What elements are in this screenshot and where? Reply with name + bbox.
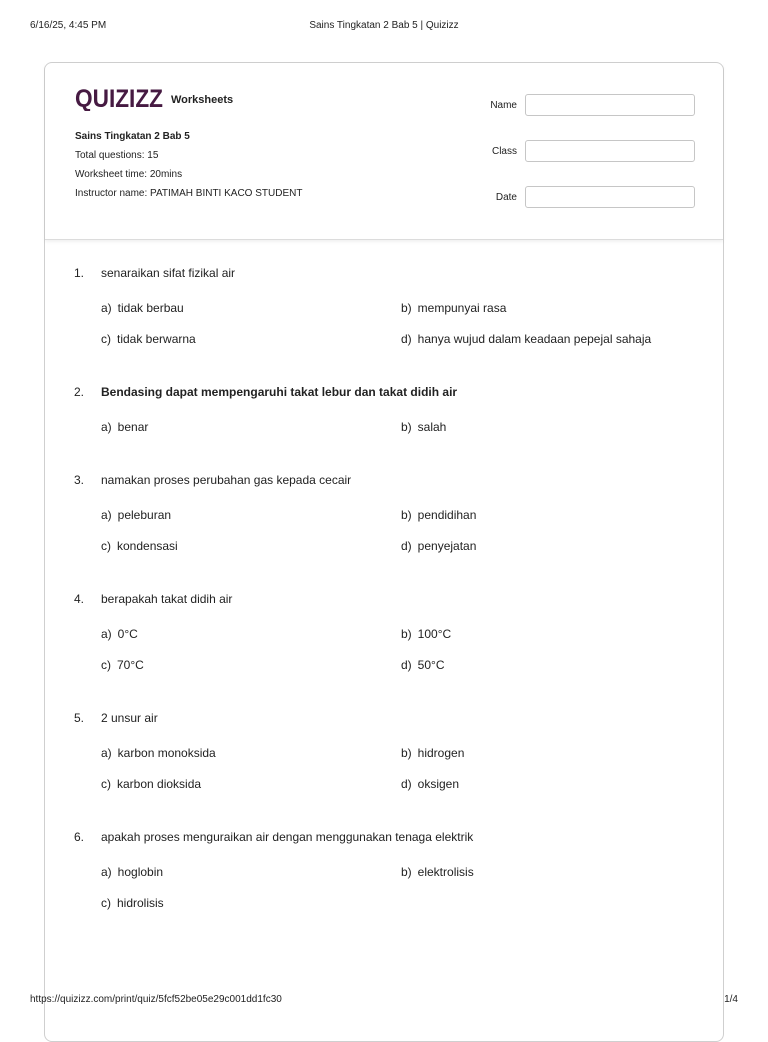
print-header	[0, 20, 768, 34]
name-field[interactable]	[525, 94, 695, 116]
question-number: 1.	[74, 266, 85, 280]
question-item	[74, 589, 704, 689]
question-item	[74, 382, 704, 451]
question-number: 2.	[74, 385, 85, 399]
class-field[interactable]	[525, 140, 695, 162]
answer-option: a) peleburan	[101, 508, 172, 522]
question-text: 2 unsur air	[101, 711, 158, 725]
answer-option: b) elektrolisis	[401, 865, 474, 879]
answer-options	[101, 746, 704, 808]
brand-subtitle: Worksheets	[171, 94, 234, 106]
question-text: namakan proses perubahan gas kepada cecair	[101, 473, 352, 487]
answer-options	[101, 865, 704, 927]
worksheet-time: Worksheet time: 20mins	[75, 169, 183, 180]
print-datetime: 6/16/25, 4:45 PM	[30, 20, 107, 31]
question-number: 5.	[74, 711, 85, 725]
question-text: Bendasing dapat mempengaruhi takat lebur dan takat didih air	[101, 385, 458, 399]
answer-option: d) oksigen	[401, 777, 460, 791]
worksheet-card	[44, 62, 724, 1042]
answer-option: c) 70°C	[101, 658, 144, 672]
answer-option: b) mempunyai rasa	[401, 301, 507, 315]
question-number: 4.	[74, 592, 85, 606]
worksheet-header	[45, 63, 723, 240]
answer-option: b) pendidihan	[401, 508, 477, 522]
question-number: 6.	[74, 830, 85, 844]
answer-options	[101, 420, 704, 451]
answer-options	[101, 627, 704, 689]
date-field[interactable]	[525, 186, 695, 208]
class-label: Class	[491, 145, 517, 157]
date-label: Date	[495, 191, 517, 203]
answer-options	[101, 508, 704, 570]
brand	[75, 85, 233, 111]
date-row	[465, 185, 695, 209]
answer-option: d) hanya wujud dalam keadaan pepejal sahaja	[401, 332, 652, 346]
answer-option: c) karbon dioksida	[101, 777, 202, 791]
answer-option: d) penyejatan	[401, 539, 477, 553]
question-text: apakah proses menguraikan air dengan menggunakan tenaga elektrik	[101, 830, 474, 844]
quizizz-logo	[75, 85, 165, 111]
answer-option: b) 100°C	[401, 627, 452, 641]
answer-options	[101, 301, 704, 363]
svg-text:QUIZIZZ: QUIZIZZ	[75, 85, 163, 111]
question-item	[74, 708, 704, 808]
answer-option: b) hidrogen	[401, 746, 465, 760]
answer-option: a) karbon monoksida	[101, 746, 216, 760]
total-questions: Total questions: 15	[75, 150, 159, 161]
print-footer	[0, 994, 768, 1008]
print-url: https://quizizz.com/print/quiz/5fcf52be05e29c001dd1fc30	[30, 994, 282, 1005]
class-row	[465, 139, 695, 163]
answer-option: a) tidak berbau	[101, 301, 184, 315]
worksheet-info	[75, 127, 315, 201]
name-label: Name	[490, 99, 517, 111]
answer-option: a) 0°C	[101, 627, 138, 641]
instructor-name: Instructor name: PATIMAH BINTI KACO STUDENT	[75, 188, 303, 199]
name-row	[465, 93, 695, 117]
answer-option: a) hoglobin	[101, 865, 164, 879]
question-text: senaraikan sifat fizikal air	[101, 266, 236, 280]
answer-option: c) hidrolisis	[101, 896, 164, 910]
answer-option: b) salah	[401, 420, 447, 434]
question-item	[74, 470, 704, 570]
page-number: 1/4	[724, 994, 738, 1005]
answer-option: a) benar	[101, 420, 149, 434]
question-item	[74, 263, 704, 363]
question-text: berapakah takat didih air	[101, 592, 233, 606]
answer-option: c) tidak berwarna	[101, 332, 196, 346]
worksheet-title: Sains Tingkatan 2 Bab 5	[75, 131, 190, 142]
print-page-title: Sains Tingkatan 2 Bab 5 | Quizizz	[309, 20, 459, 31]
answer-option: c) kondensasi	[101, 539, 178, 553]
answer-option: d) 50°C	[401, 658, 445, 672]
question-list	[74, 263, 704, 927]
question-number: 3.	[74, 473, 85, 487]
question-item	[74, 827, 704, 927]
